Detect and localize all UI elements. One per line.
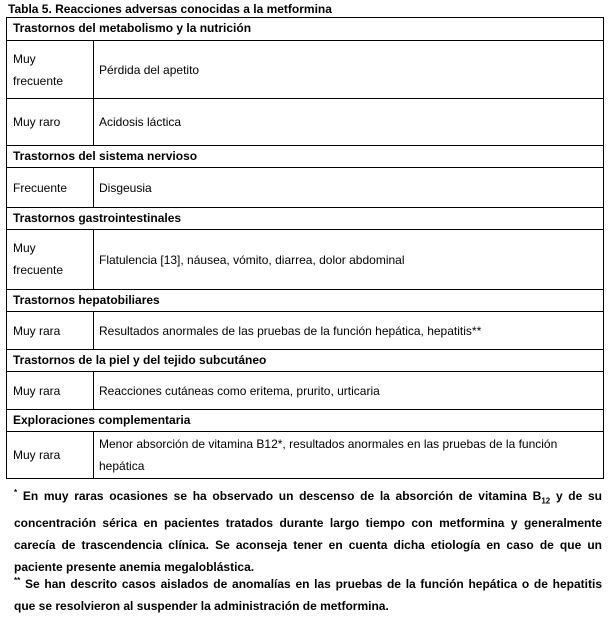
- table-row: [7, 40, 603, 98]
- reaction-cell: [94, 432, 603, 478]
- reaction-cell: [94, 312, 603, 349]
- reaction-text: Disgeusia: [99, 180, 152, 195]
- table-row: [7, 229, 603, 289]
- reaction-text: Reacciones cutáneas como eritema, prurito, urticaria: [99, 383, 380, 398]
- frequency-cell: [7, 432, 94, 478]
- footnote-1-subscript: 12: [541, 496, 551, 506]
- footnote-1-text-a: En muy raras ocasiones se ha observado un descenso de la absorción de vitamina B: [22, 489, 542, 503]
- table-row: [7, 167, 603, 207]
- frequency-line-2: frecuente: [13, 263, 64, 277]
- frequency-cell: [7, 41, 94, 98]
- footnote-2: [14, 570, 602, 617]
- section-header-gastrointestinal: Trastornos gastrointestinales: [7, 207, 603, 229]
- footnote-1: [14, 482, 602, 578]
- frequency-cell: [7, 99, 94, 145]
- frequency-text: Muy raro: [13, 115, 61, 129]
- frequency-cell: [7, 168, 94, 207]
- frequency-cell: [7, 372, 94, 409]
- footnote-2-marker: **: [14, 576, 21, 585]
- frequency-text: Muy rara: [13, 323, 61, 338]
- table-row: [7, 371, 603, 409]
- frequency-line-1: Muy: [13, 241, 36, 255]
- reaction-cell: [94, 168, 603, 207]
- section-header-hepatobiliary: Trastornos hepatobiliares: [7, 289, 603, 311]
- footnote-1-marker: *: [14, 488, 18, 497]
- reaction-text: Flatulencia [13], náusea, vómito, diarrea, dolor abdominal: [99, 252, 405, 267]
- frequency-cell: [7, 230, 94, 289]
- section-header-skin: Trastornos de la piel y del tejido subcutáneo: [7, 349, 603, 371]
- reaction-line-2: hepática: [99, 459, 145, 473]
- footnote-2-text: Se han descrito casos aislados de anomalías en las pruebas de la función hepática o de hepatitis que se resolvieron al suspender la administración de metformina.: [14, 577, 602, 613]
- table-row: [7, 311, 603, 349]
- reaction-text: Pérdida del apetito: [99, 62, 200, 77]
- reaction-cell: [94, 99, 603, 145]
- table-row: [7, 431, 603, 478]
- frequency-cell: [7, 312, 94, 349]
- reaction-line-1: Menor absorción de vitamina B12*, resultados anormales en las pruebas de la función: [99, 437, 558, 451]
- reaction-cell: [94, 41, 603, 98]
- section-header-complementary: Exploraciones complementaria: [7, 409, 603, 431]
- frequency-text: Frecuente: [13, 180, 68, 195]
- reaction-cell: [94, 372, 603, 409]
- frequency-line-2: frecuente: [13, 74, 64, 88]
- frequency-text: Muy rara: [13, 383, 61, 398]
- reaction-text: Resultados anormales de las pruebas de la función hepática, hepatitis**: [99, 323, 482, 338]
- section-header-nervous-system: Trastornos del sistema nervioso: [7, 145, 603, 167]
- table-caption: Tabla 5. Reacciones adversas conocidas a la metformina: [8, 2, 332, 16]
- frequency-text: Muy rara: [13, 448, 61, 462]
- reaction-text: Acidosis láctica: [99, 115, 182, 129]
- reaction-cell: [94, 230, 603, 289]
- adverse-reactions-table: [6, 17, 604, 479]
- table-row: [7, 98, 603, 145]
- footnote-1-text-b: y de su concentración sérica en pacientes tratados durante largo tiempo con metformina y generalmente carecía de trascendencia clínica. Se aconseja tener en cuenta dicha etiología en caso de que un paciente presente anemia megaloblástica.: [14, 489, 602, 575]
- frequency-line-1: Muy: [13, 52, 36, 66]
- section-header-metabolism: Trastornos del metabolismo y la nutrición: [13, 21, 252, 35]
